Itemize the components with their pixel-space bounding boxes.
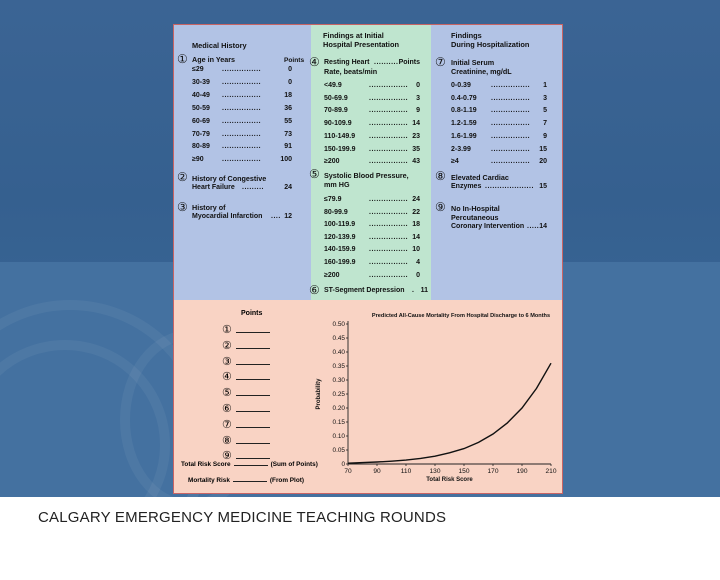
y-tick-label: 0.25	[332, 391, 345, 398]
leader-dots: ................	[222, 143, 262, 151]
age-range: 30-39	[192, 78, 210, 86]
heart-rate-row	[324, 107, 420, 116]
leader-dots: ................	[222, 91, 262, 99]
enzymes-points: 15	[539, 183, 547, 190]
leader-dots: ................	[491, 158, 531, 166]
points-entry-blank	[236, 411, 270, 412]
initial-presentation-title-line1: Findings at Initial	[323, 31, 384, 40]
hospitalization-title-line1: Findings	[451, 31, 482, 40]
age-row	[192, 105, 292, 114]
age-range: 80-89	[192, 143, 210, 151]
section-number-9: ⑨	[435, 200, 446, 214]
y-tick-label: 0.50	[332, 321, 345, 328]
section-number-3: ③	[177, 200, 188, 214]
x-tick-label: 90	[373, 468, 381, 475]
x-tick-label: 130	[429, 468, 441, 475]
points-entry-number: ①	[222, 324, 232, 336]
bp-range: 160-199.9	[324, 259, 356, 266]
y-tick-label: 0.35	[332, 363, 345, 370]
bp-points: 18	[412, 221, 420, 229]
heart-rate-range: 110-149.9	[324, 132, 356, 140]
creatinine-points: 5	[543, 107, 547, 115]
pci-row	[451, 223, 547, 232]
points-entry-blank	[236, 443, 270, 444]
age-points: 100	[280, 156, 292, 164]
y-tick-label: 0.45	[332, 335, 345, 342]
bp-points: 14	[412, 233, 420, 241]
leader-dots: ................	[369, 107, 409, 115]
enzymes-row	[451, 183, 547, 192]
leader-dots: ................	[369, 259, 409, 266]
leader-dots: .	[412, 287, 415, 294]
bp-range: 120-139.9	[324, 233, 356, 241]
leader-dots: ................	[222, 156, 262, 164]
age-points: 0	[288, 66, 292, 73]
leader-dots: ................	[222, 104, 262, 112]
bp-range: 100-119.9	[324, 221, 356, 229]
points-entry-number: ②	[222, 339, 232, 352]
leader-dots: ................	[491, 94, 531, 102]
chf-label-line1: History of Congestive	[192, 174, 267, 183]
creatinine-points: 3	[543, 94, 547, 102]
age-range: 50-59	[192, 104, 210, 112]
heart-rate-row	[324, 95, 420, 104]
total-score-blank	[234, 465, 268, 466]
points-entry-line	[222, 370, 232, 384]
y-tick-label: 0	[341, 461, 345, 468]
bp-row	[324, 246, 420, 255]
section-number-7: ⑦	[435, 55, 446, 69]
hospitalization-title-line2: During Hospitalization	[451, 40, 530, 49]
creatinine-points: 20	[539, 158, 547, 166]
st-depression-row	[324, 287, 428, 296]
creatinine-label-line1: Initial Serum	[451, 58, 495, 67]
leader-dots: ....	[271, 213, 281, 220]
mi-label-line1: History of	[192, 203, 226, 212]
leader-dots: ................	[491, 145, 531, 153]
st-depression-label: ST-Segment Depression	[324, 287, 405, 294]
heart-rate-points-header: Points	[398, 59, 420, 66]
heart-rate-row	[324, 158, 420, 167]
creatinine-points: 1	[543, 82, 547, 89]
x-axis-label: Total Risk Score	[426, 477, 473, 483]
x-tick-label: 170	[487, 468, 499, 475]
leader-dots: ................	[369, 233, 409, 241]
bp-points: 24	[412, 196, 420, 203]
leader-dots: ................	[222, 78, 262, 86]
leader-dots: ................	[369, 221, 409, 229]
mi-row	[192, 213, 292, 222]
bp-label-line1: Systolic Blood Pressure,	[324, 171, 409, 180]
pci-label-line2: Percutaneous	[451, 213, 499, 222]
medical-history-title: Medical History	[192, 41, 247, 50]
mi-label-line2: Myocardial Infarction	[192, 213, 263, 220]
points-entry-blank	[236, 364, 270, 365]
bp-label-line2: mm HG	[324, 180, 350, 189]
leader-dots: ................	[222, 117, 262, 125]
section-number-6: ⑥	[309, 283, 320, 297]
points-entry-number: ⑦	[222, 418, 232, 431]
mortality-chart	[301, 309, 561, 493]
creatinine-row	[451, 120, 547, 129]
age-row	[192, 92, 292, 101]
grace-risk-score-card	[173, 24, 563, 494]
leader-dots: ................	[369, 246, 409, 254]
leader-dots: .........	[242, 184, 265, 191]
age-points: 91	[284, 143, 292, 151]
total-risk-score-hint: (Sum of Points)	[270, 461, 318, 468]
leader-dots: ................	[369, 196, 409, 203]
creatinine-range: 1.2-1.59	[451, 120, 477, 128]
heart-rate-points: 3	[416, 94, 420, 102]
section-number-5: ⑤	[309, 167, 320, 181]
age-range: 70-79	[192, 130, 210, 138]
points-entry-blank	[236, 395, 270, 396]
age-points: 73	[284, 130, 292, 138]
heart-rate-range: 150-199.9	[324, 145, 356, 153]
points-entry-blank	[236, 427, 270, 428]
x-tick-label: 210	[545, 468, 557, 475]
y-tick-label: 0.40	[332, 349, 345, 356]
heart-rate-points: 14	[412, 120, 420, 128]
creatinine-range: 2-3.99	[451, 145, 471, 153]
bp-row	[324, 234, 420, 243]
heart-rate-points: 43	[412, 158, 420, 166]
points-entry-number: ⑨	[222, 450, 232, 463]
mortality-risk-blank	[233, 481, 267, 482]
bp-range: 140-159.9	[324, 246, 356, 254]
bp-row	[324, 272, 420, 281]
points-entry-line	[222, 339, 232, 353]
total-risk-score-label: Total Risk Score	[181, 461, 231, 468]
leader-dots: ................	[369, 158, 409, 166]
bp-points: 4	[416, 259, 420, 266]
points-header: Points	[284, 57, 305, 64]
chf-label-line2: Heart Failure	[192, 184, 235, 191]
section-number-1: ①	[177, 52, 188, 66]
points-entry-blank	[236, 332, 270, 333]
section-number-4: ④	[309, 55, 320, 69]
age-row	[192, 79, 292, 88]
x-tick-label: 110	[400, 468, 412, 475]
creatinine-row	[451, 95, 547, 104]
points-entry-blank	[236, 348, 270, 349]
heart-rate-row	[324, 120, 420, 129]
creatinine-row	[451, 146, 547, 155]
age-row	[192, 143, 292, 152]
pci-points: 14	[539, 223, 547, 230]
bp-range: 80-99.9	[324, 208, 348, 216]
leader-dots: ..........	[374, 59, 399, 66]
leader-dots: ................	[369, 145, 409, 153]
age-label: Age in Years	[192, 55, 236, 64]
age-range: ≥90	[192, 156, 204, 164]
heart-rate-range: <49.9	[324, 82, 342, 89]
x-tick-label: 70	[344, 468, 352, 475]
heart-rate-range: 50-69.9	[324, 94, 348, 102]
leader-dots: ................	[491, 120, 531, 128]
section-number-8: ⑧	[435, 169, 446, 183]
bp-points: 10	[412, 246, 420, 254]
leader-dots: ....................	[485, 183, 534, 190]
points-entry-number: ④	[222, 371, 232, 384]
age-row	[192, 156, 292, 165]
x-tick-label: 190	[516, 468, 528, 475]
chf-row	[192, 184, 292, 193]
heart-rate-label-line2: Rate, beats/min	[324, 67, 378, 76]
leader-dots: ................	[222, 130, 262, 138]
heart-rate-row	[324, 82, 420, 91]
footer-text: CALGARY EMERGENCY MEDICINE TEACHING ROUNDS	[38, 509, 447, 526]
bp-row	[324, 221, 420, 230]
mortality-risk-hint: (From Plot)	[269, 477, 304, 484]
age-range: 40-49	[192, 91, 210, 99]
creatinine-range: 0-0.39	[451, 82, 471, 89]
pci-label-line1: No In-Hospital	[451, 204, 500, 213]
creatinine-range: 1.6-1.99	[451, 132, 477, 140]
points-entry-number: ⑥	[222, 403, 232, 415]
pci-label-line3: Coronary Intervention	[451, 223, 525, 230]
age-points: 0	[288, 78, 292, 86]
leader-dots: ................	[369, 82, 409, 89]
heart-rate-row	[324, 146, 420, 155]
leader-dots: ................	[491, 107, 531, 115]
creatinine-row	[451, 158, 547, 167]
points-entry-number: ③	[222, 355, 232, 368]
creatinine-row	[451, 107, 547, 116]
heart-rate-points: 9	[416, 107, 420, 115]
creatinine-range: ≥4	[451, 158, 459, 166]
mortality-risk-row	[188, 477, 304, 484]
points-entry-line	[222, 418, 232, 432]
heart-rate-range: ≥200	[324, 158, 340, 166]
leader-dots: .....	[527, 223, 540, 230]
leader-dots: ................	[369, 208, 409, 216]
age-points: 36	[284, 104, 292, 112]
y-tick-label: 0.30	[332, 377, 345, 384]
creatinine-points: 15	[539, 145, 547, 153]
points-entry-number: ⑧	[222, 434, 232, 447]
heart-rate-range: 70-89.9	[324, 107, 348, 115]
heart-rate-points: 23	[412, 132, 420, 140]
y-tick-label: 0.10	[332, 433, 345, 440]
leader-dots: ................	[369, 120, 409, 128]
age-row	[192, 118, 292, 127]
points-entry-line	[222, 434, 232, 448]
chart-title: Predicted All-Cause Mortality From Hospital Discharge to 6 Months	[371, 313, 551, 319]
leader-dots: ................	[369, 94, 409, 102]
bp-points: 0	[416, 271, 420, 279]
medical-history-column	[174, 25, 311, 300]
bp-range: ≤79.9	[324, 196, 342, 203]
creatinine-points: 7	[543, 120, 547, 128]
bp-range: ≥200	[324, 271, 340, 279]
st-depression-points: 11	[420, 287, 428, 294]
age-points: 55	[284, 117, 292, 125]
points-entry-line	[222, 355, 232, 369]
initial-presentation-title-line2: Hospital Presentation	[323, 40, 399, 49]
creatinine-range: 0.4-0.79	[451, 94, 477, 102]
points-entry-line	[222, 402, 232, 416]
mortality-risk-label: Mortality Risk	[188, 477, 230, 484]
leader-dots: ................	[369, 271, 409, 279]
enzymes-label-line2: Enzymes	[451, 183, 482, 190]
y-tick-label: 0.05	[332, 447, 345, 454]
bp-row	[324, 196, 420, 205]
hospitalization-column	[431, 25, 562, 300]
age-range: 60-69	[192, 117, 210, 125]
points-entry-blank	[236, 379, 270, 380]
creatinine-range: 0.8-1.19	[451, 107, 477, 115]
age-row	[192, 131, 292, 140]
heart-rate-label-line1: Resting Heart	[324, 59, 370, 66]
section-number-2: ②	[177, 170, 188, 184]
points-entry-blank	[236, 458, 270, 459]
creatinine-row	[451, 82, 547, 91]
creatinine-points: 9	[543, 132, 547, 140]
bp-points: 22	[412, 208, 420, 216]
mortality-curve	[348, 363, 551, 463]
leader-dots: ................	[491, 82, 531, 89]
heart-rate-points: 0	[416, 82, 420, 89]
creatinine-label-line2: Creatinine, mg/dL	[451, 67, 512, 76]
points-entry-number: ⑤	[222, 387, 232, 400]
points-summary-title: Points	[241, 310, 263, 317]
points-entry-line	[222, 386, 232, 400]
leader-dots: ................	[491, 132, 531, 140]
heart-rate-range: 90-109.9	[324, 120, 352, 128]
bp-row	[324, 209, 420, 218]
age-row	[192, 66, 292, 75]
age-range: ≤29	[192, 66, 204, 73]
chf-points: 24	[284, 184, 292, 191]
enzymes-label-line1: Elevated Cardiac	[451, 173, 509, 182]
y-tick-label: 0.20	[332, 405, 345, 412]
heart-rate-row	[324, 133, 420, 142]
bp-row	[324, 259, 420, 268]
x-tick-label: 150	[458, 468, 470, 475]
y-axis-label: Probability	[316, 378, 322, 410]
y-tick-label: 0.15	[332, 419, 345, 426]
creatinine-row	[451, 133, 547, 142]
leader-dots: ................	[222, 66, 262, 73]
mi-points: 12	[284, 213, 292, 220]
initial-presentation-column	[311, 25, 431, 300]
age-points: 18	[284, 91, 292, 99]
leader-dots: ................	[369, 132, 409, 140]
heart-rate-points: 35	[412, 145, 420, 153]
points-entry-line	[222, 323, 232, 337]
total-risk-score-row	[181, 461, 318, 468]
